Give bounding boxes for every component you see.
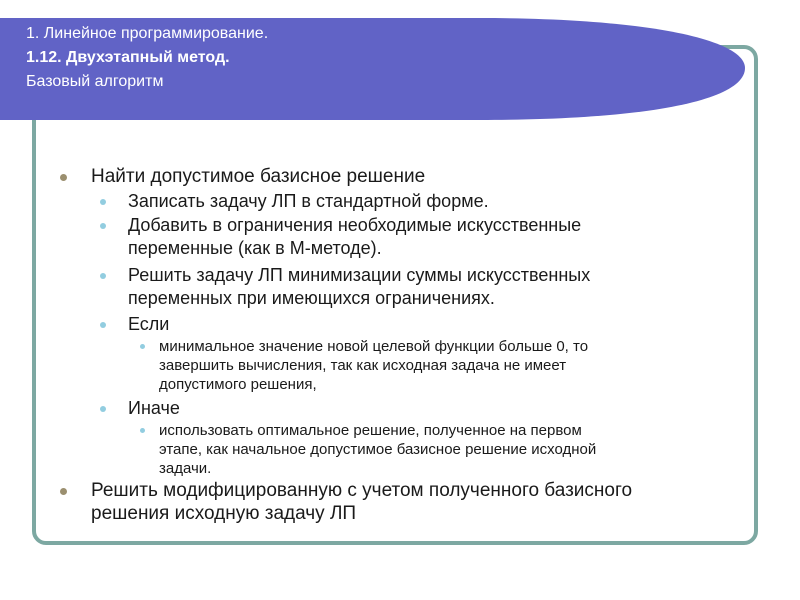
list-item-text: Решить модифицированную с учетом полученного базисного решения исходную задачу ЛП [91, 480, 633, 524]
list-item-l3 [140, 337, 588, 394]
list-item-text: минимальное значение новой целевой функции больше 0, то завершить вычисления, так как исходная задача не имеет допустимого решения, [159, 338, 589, 393]
list-item-l2 [100, 190, 489, 213]
title-line-3: Базовый алгоритм [26, 73, 164, 90]
list-item-l2 [100, 214, 581, 260]
bullet-dot [100, 199, 106, 205]
list-item-text: Если [128, 314, 170, 334]
bullet-dot [100, 322, 106, 328]
list-item-l2 [100, 397, 180, 420]
list-item-l3 [140, 421, 596, 478]
bullet-dot [100, 223, 106, 229]
list-item-text: Решить задачу ЛП минимизации суммы искусственных переменных при имеющихся ограничениях. [128, 265, 591, 308]
list-item-l2 [100, 264, 590, 310]
list-item-text: Добавить в ограничения необходимые искусственные переменные (как в М-методе). [128, 215, 582, 258]
list-item-text: использовать оптимальное решение, полученное на первом этапе, как начальное допустимое базисное решение исходной задачи. [159, 422, 597, 477]
title-line-1: 1. Линейное программирование. [26, 25, 269, 42]
list-item-l1 [60, 479, 632, 525]
list-item-l2 [100, 313, 169, 336]
bullet-dot [140, 428, 145, 433]
bullet-dot [100, 406, 106, 412]
bullet-dot [60, 174, 67, 181]
list-item-text: Найти допустимое базисное решение [91, 166, 426, 187]
list-item-text: Записать задачу ЛП в стандартной форме. [128, 191, 489, 211]
bullet-dot [100, 273, 106, 279]
bullet-dot [60, 488, 67, 495]
bullet-dot [140, 344, 145, 349]
list-item-text: Иначе [128, 398, 180, 418]
title-line-2: 1.12. Двухэтапный метод. [26, 49, 230, 66]
list-item-l1 [60, 165, 425, 188]
